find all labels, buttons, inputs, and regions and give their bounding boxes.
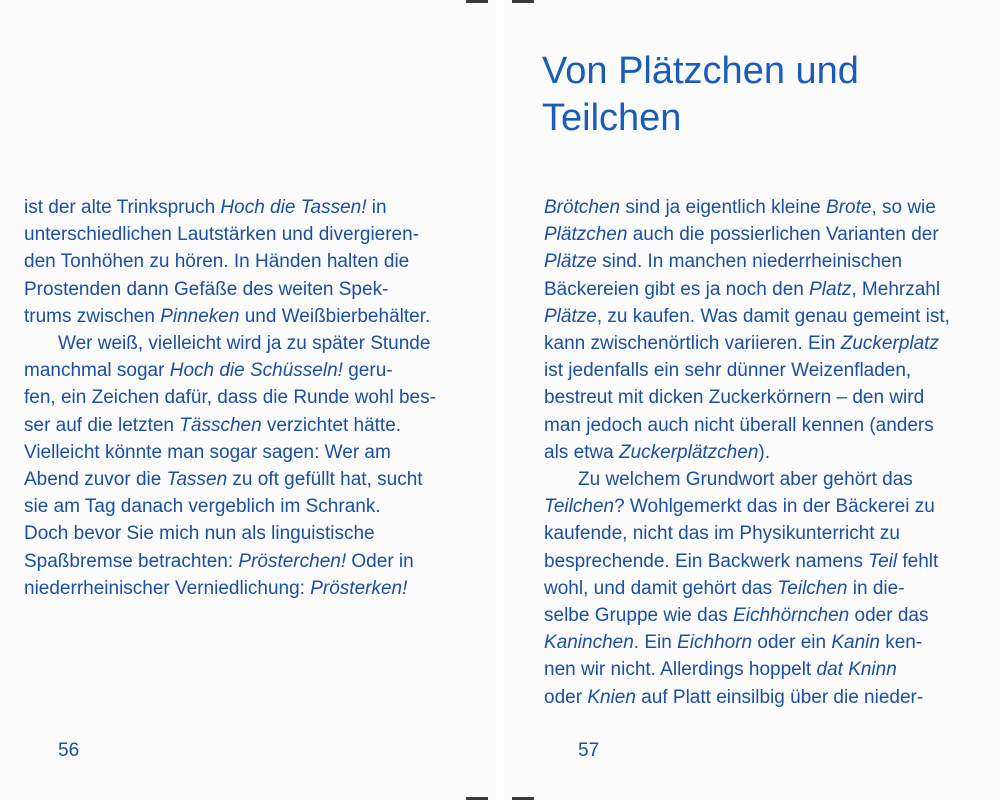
- chapter-heading: Von Plätzchen und Teilchen: [542, 50, 859, 139]
- crop-mark: [512, 0, 534, 3]
- page-number-left: 56: [58, 740, 80, 761]
- page-number-right: 57: [578, 740, 600, 761]
- left-page-body: ist der alte Trinkspruch Hoch die Tassen! in unterschiedlichen Lautstärken und divergieren- den Tonhöhen zu hören. In Händen halten die Prostenden dann Gefäße des weiten Spek- trums zwischen Pinneken und Weißbierbehälter. Wer weiß, vielleicht wird ja zu später Stunde manchmal sogar Hoch die Schüsseln! geru- fen, ein Zeichen dafür, dass die Runde wohl bes- ser auf die letzten Tässchen verzichtet hätte. Vielleicht könnte man sogar sagen: Wer am Abend zuvor die Tassen zu oft gefüllt hat, sucht sie am Tag danach vergeblich im Schrank. Doch bevor Sie mich nun als linguistische Spaßbremse betrachten: Prösterchen! Oder in niederrheinischer Verniedlichung: Prösterken!: [24, 197, 436, 599]
- right-page-body: Brötchen sind ja eigentlich kleine Brote, so wie Plätzchen auch die possierlichen Varianten der Plätze sind. In manchen niederrheinischen Bäckereien gibt es ja noch den Platz, Mehrzahl Plätze, zu kaufen. Was damit genau gemeint ist, kann zwischenörtlich variieren. Ein Zuckerplatz ist jedenfalls ein sehr dünner Weizenfladen, bestreut mit dicken Zuckerkörnern – den wird man jedoch auch nicht überall kennen (anders als etwa Zuckerplätzchen). Zu welchem Grundwort aber gehört das Teilchen? Wohlgemerkt das in der Bäckerei zu kaufende, nicht das im Physikunterricht zu besprechende. Ein Backwerk namens Teil fehlt wohl, und damit gehört das Teilchen in die- selbe Gruppe wie das Eichhörnchen oder das Kaninchen. Ein Eichhorn oder ein Kanin ken- nen wir nicht. Allerdings hoppelt dat Kninn oder Knien auf Platt einsilbig über die nieder-: [544, 197, 950, 708]
- crop-mark: [466, 0, 488, 3]
